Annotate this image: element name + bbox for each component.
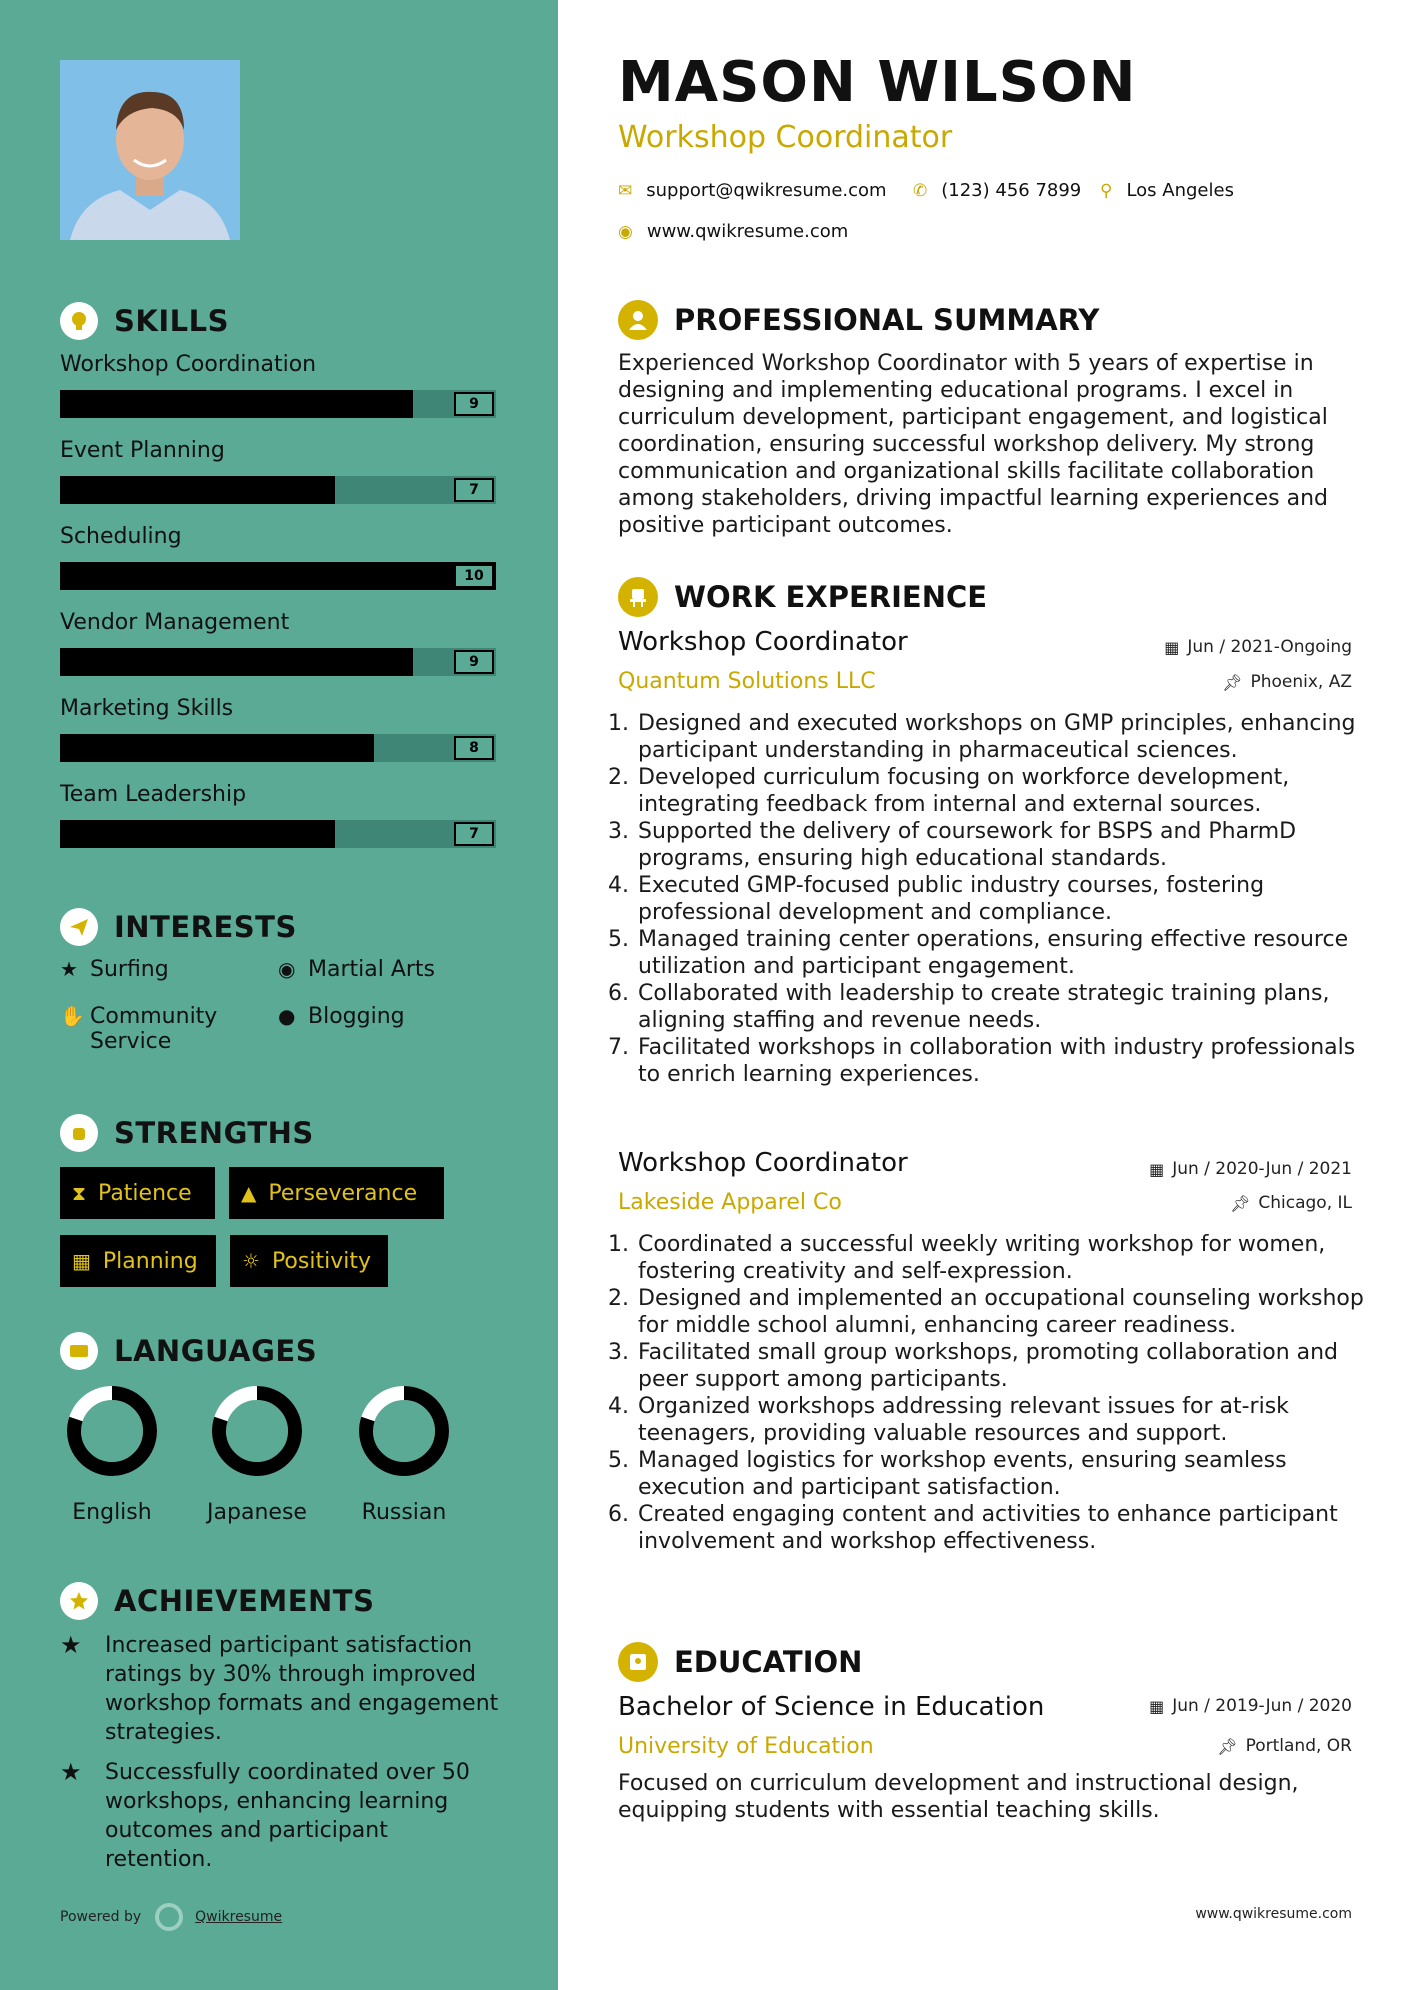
interest-item	[60, 1004, 260, 1054]
skill-label: Marketing Skills	[60, 696, 234, 721]
languages-title: LANGUAGES	[114, 1334, 318, 1368]
company-name: Quantum Solutions LLC	[618, 669, 876, 694]
skills-title: SKILLS	[114, 304, 229, 338]
footer-website[interactable]: www.qwikresume.com	[1195, 1906, 1352, 1922]
road-icon: ▲	[241, 1181, 257, 1205]
fist-icon	[60, 1114, 98, 1152]
education-dates-text: Jun / 2019-Jun / 2020	[1172, 1696, 1352, 1716]
paper-plane-icon	[60, 908, 98, 946]
interest-label: Surfing	[90, 957, 169, 982]
interest-label: Community Service	[90, 1004, 218, 1054]
lightbulb-icon	[60, 302, 98, 340]
duty-item: 7. Facilitated workshops in collaboration with industry professionals to enrich learning experiences.	[636, 1034, 1366, 1088]
job-location-text: Phoenix, AZ	[1250, 672, 1352, 692]
skill-fill	[60, 734, 374, 762]
award-icon	[60, 1582, 98, 1620]
skill-bar	[60, 476, 496, 504]
pin-icon: 📌︎	[1217, 1736, 1238, 1756]
phone-icon: ✆	[913, 180, 928, 201]
calendar-icon: ▦	[1149, 1696, 1165, 1716]
education-location	[1217, 1736, 1352, 1756]
skill-label: Scheduling	[60, 524, 182, 549]
website-text[interactable]: www.qwikresume.com	[646, 221, 849, 242]
skill-score: 10	[454, 564, 494, 588]
achievements-title: ACHIEVEMENTS	[114, 1584, 375, 1618]
strength-badge	[60, 1167, 215, 1219]
users-icon: ●	[278, 1004, 296, 1028]
achievement-item	[60, 1631, 500, 1747]
skill-fill	[60, 820, 335, 848]
duty-item: 5. Managed training center operations, ensuring effective resource utilization and participant engagement.	[636, 926, 1366, 980]
skill-score: 7	[454, 822, 494, 846]
location-contact	[1100, 180, 1234, 201]
skill-score: 9	[454, 650, 494, 674]
summary-text: Experienced Workshop Coordinator with 5 years of expertise in designing and implementing educational programs. I excel in curriculum development, participant engagement, and logistical coordination, ensuring successful workshop delivery. My strong communication and organizational skills facilitate collaboration among stakeholders, driving impactful learning experiences and positive participant outcomes.	[618, 351, 1329, 538]
summary-title: PROFESSIONAL SUMMARY	[674, 303, 1100, 337]
skill-fill	[60, 390, 413, 418]
candidate-name: MASON WILSON	[618, 50, 1137, 115]
duty-item: 4. Executed GMP-focused public industry courses, fostering professional development and compliance.	[636, 872, 1366, 926]
globe-icon: ◉	[618, 221, 633, 242]
language-label: English	[72, 1500, 152, 1525]
strength-badge	[60, 1235, 216, 1287]
interest-item	[278, 957, 435, 982]
job-dates-text: Jun / 2020-Jun / 2021	[1172, 1159, 1352, 1179]
skill-label: Event Planning	[60, 438, 225, 463]
duty-item: 2. Developed curriculum focusing on workforce development, integrating feedback from internal and external sources.	[636, 764, 1366, 818]
skill-label: Team Leadership	[60, 782, 247, 807]
duty-item: 6. Collaborated with leadership to create strategic training plans, aligning staffing and revenue needs.	[636, 980, 1366, 1034]
language-ring	[64, 1383, 160, 1483]
strength-label: Patience	[98, 1180, 192, 1206]
language-ring	[209, 1383, 305, 1483]
interest-label: Martial Arts	[308, 957, 436, 982]
job-location-text: Chicago, IL	[1258, 1193, 1352, 1213]
skill-bar	[60, 390, 496, 418]
language-label: Japanese	[207, 1500, 307, 1525]
achievement-text: Increased participant satisfaction ratings by 30% through improved workshop formats and engagement strategies.	[105, 1633, 499, 1745]
languages-header	[60, 1332, 317, 1370]
website-contact	[618, 221, 848, 242]
skill-fill	[60, 476, 335, 504]
interests-header	[60, 908, 297, 946]
pin-icon: 📌︎	[1222, 672, 1243, 692]
duty-item: 5. Managed logistics for workshop events, ensuring seamless execution and participant satisfaction.	[636, 1447, 1366, 1501]
job-duties	[618, 1231, 1366, 1555]
experience-title: WORK EXPERIENCE	[674, 580, 988, 614]
job-duties	[618, 710, 1366, 1088]
interest-item	[60, 957, 169, 982]
school-name: University of Education	[618, 1734, 874, 1759]
job-dates	[1164, 637, 1352, 657]
job-location	[1230, 1193, 1352, 1213]
duty-item: 1. Coordinated a successful weekly writing workshop for women, fostering creativity and self-expression.	[636, 1231, 1366, 1285]
skill-score: 9	[454, 392, 494, 416]
calendar-icon: ▦	[72, 1249, 91, 1273]
phone-text: (123) 456 7899	[941, 180, 1082, 201]
achievements-header	[60, 1582, 374, 1620]
globe-icon: ◉	[278, 957, 296, 981]
skill-score: 7	[454, 478, 494, 502]
user-icon	[618, 300, 658, 340]
strength-badge	[229, 1167, 444, 1219]
interest-label: Blogging	[308, 1004, 405, 1029]
job-dates	[1149, 1159, 1352, 1179]
envelope-icon: ✉	[618, 180, 633, 201]
sun-icon: ☼	[242, 1249, 260, 1273]
phone-contact	[913, 180, 1081, 201]
skill-bar	[60, 562, 496, 590]
job-dates-text: Jun / 2021-Ongoing	[1187, 637, 1352, 657]
candidate-role: Workshop Coordinator	[618, 120, 953, 155]
profile-photo	[60, 60, 240, 240]
strength-label: Perseverance	[268, 1180, 418, 1206]
education-location-text: Portland, OR	[1245, 1736, 1352, 1756]
star-icon: ★	[60, 957, 78, 981]
education-dates	[1149, 1696, 1352, 1716]
education-header	[618, 1642, 862, 1682]
hourglass-icon: ⧗	[72, 1181, 87, 1205]
location-text: Los Angeles	[1126, 180, 1234, 201]
skill-bar	[60, 648, 496, 676]
skills-header	[60, 302, 229, 340]
star-badge-icon: ★	[60, 1631, 82, 1659]
strengths-title: STRENGTHS	[114, 1116, 314, 1150]
skill-bar	[60, 734, 496, 762]
sidebar	[0, 0, 558, 1990]
hand-icon: ✋	[60, 1004, 85, 1028]
pin-icon: 📌︎	[1230, 1193, 1251, 1213]
calendar-icon: ▦	[1149, 1159, 1165, 1179]
powered-by-label: Powered by	[60, 1909, 142, 1925]
experience-header	[618, 577, 987, 617]
strength-label: Planning	[102, 1248, 198, 1274]
company-name: Lakeside Apparel Co	[618, 1190, 842, 1215]
main-column	[558, 0, 1407, 1990]
job-title: Workshop Coordinator	[618, 1148, 908, 1178]
duty-item: 3. Supported the delivery of coursework for BSPS and PharmD programs, ensuring high educational standards.	[636, 818, 1366, 872]
skill-score: 8	[454, 736, 494, 760]
chair-icon	[618, 577, 658, 617]
language-label: Russian	[361, 1500, 447, 1525]
strength-label: Positivity	[271, 1248, 371, 1274]
interests-title: INTERESTS	[114, 910, 297, 944]
strength-badge	[230, 1235, 388, 1287]
duty-item: 3. Facilitated small group workshops, promoting collaboration and peer support among participants.	[636, 1339, 1366, 1393]
education-description: Focused on curriculum development and instructional design, equipping students with essential teaching skills.	[618, 1771, 1299, 1823]
job-title: Workshop Coordinator	[618, 627, 908, 657]
skill-label: Vendor Management	[60, 610, 290, 635]
duty-item: 2. Designed and implemented an occupational counseling workshop for middle school alumni, enhancing career readiness.	[636, 1285, 1366, 1339]
achievement-text: Successfully coordinated over 50 workshops, enhancing learning outcomes and participant retention.	[105, 1760, 470, 1872]
email-contact	[618, 180, 887, 201]
calendar-icon: ▦	[1164, 637, 1180, 657]
star-badge-icon: ★	[60, 1758, 82, 1786]
interest-item	[278, 1004, 405, 1029]
degree-title: Bachelor of Science in Education	[618, 1692, 1045, 1722]
duty-item: 1. Designed and executed workshops on GMP principles, enhancing participant understanding in pharmaceutical sciences.	[636, 710, 1366, 764]
graduate-icon	[618, 1642, 658, 1682]
summary-header	[618, 300, 1099, 340]
education-title: EDUCATION	[674, 1645, 863, 1679]
skill-fill	[60, 648, 413, 676]
skill-fill	[60, 562, 496, 590]
strengths-header	[60, 1114, 314, 1152]
duty-item: 4. Organized workshops addressing relevant issues for at-risk teenagers, providing valuable resources and support.	[636, 1393, 1366, 1447]
job-location	[1222, 672, 1352, 692]
powered-by	[60, 1903, 282, 1931]
language-icon	[60, 1332, 98, 1370]
achievement-item	[60, 1758, 500, 1874]
brand-link[interactable]: Qwikresume	[195, 1909, 283, 1925]
skill-bar	[60, 820, 496, 848]
email-text[interactable]: support@qwikresume.com	[646, 180, 887, 201]
language-ring	[356, 1383, 452, 1483]
map-pin-icon: ⚲	[1100, 180, 1113, 201]
skill-label: Workshop Coordination	[60, 352, 317, 377]
duty-item: 6. Created engaging content and activities to enhance participant involvement and workshop effectiveness.	[636, 1501, 1366, 1555]
qwikresume-logo-icon	[155, 1903, 183, 1931]
